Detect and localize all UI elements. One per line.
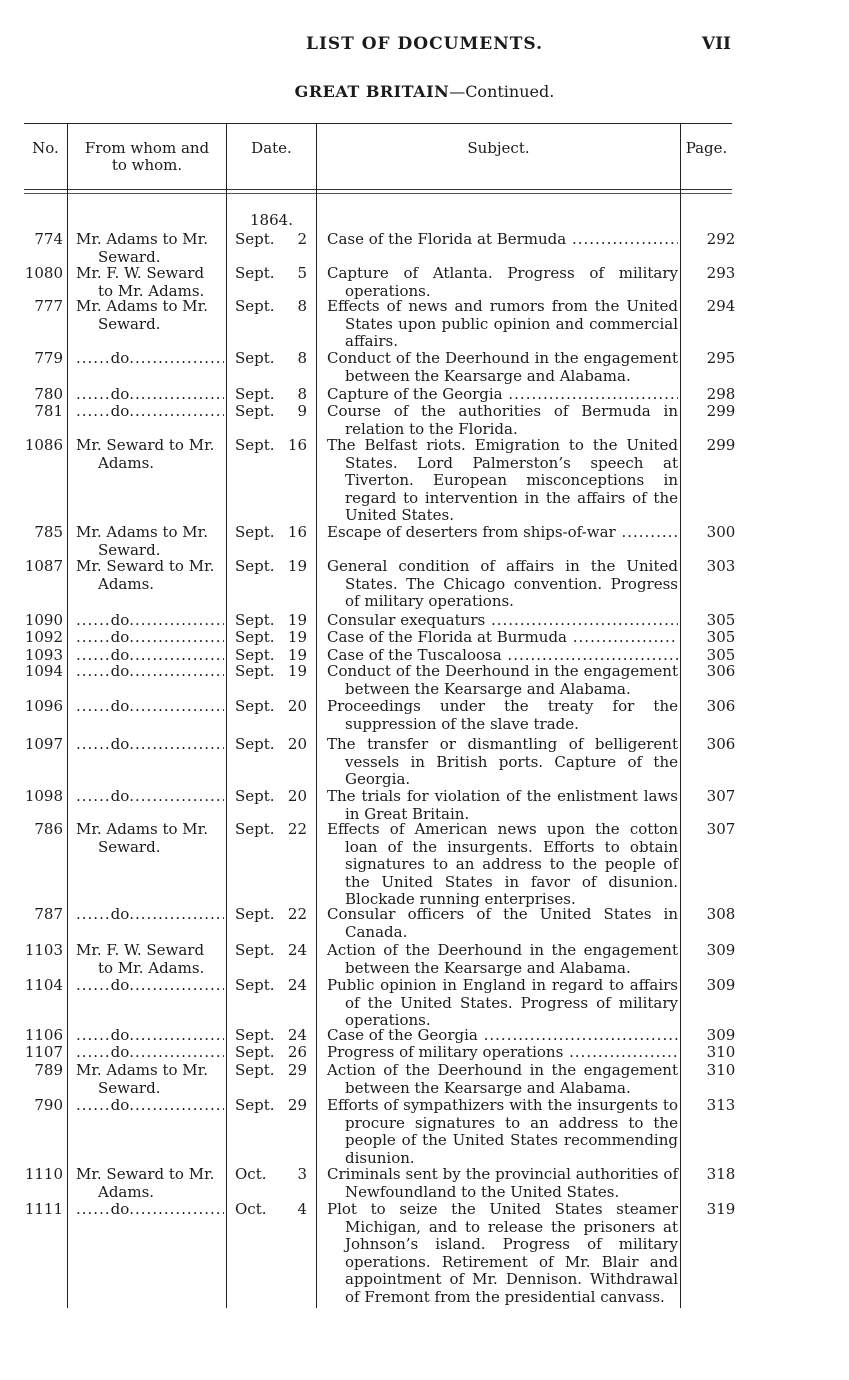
- page-number: VII: [701, 34, 731, 54]
- date-day: 29: [287, 1096, 307, 1114]
- from-whom: [76, 1044, 226, 1062]
- page-ref: 306: [706, 697, 736, 715]
- date-month: Sept.: [235, 905, 275, 923]
- date-day: 19: [287, 646, 307, 664]
- section-country: GREAT BRITAIN: [294, 82, 450, 101]
- ditto-mark: ...... do .....: [76, 1097, 224, 1115]
- page-ref: 306: [706, 662, 736, 680]
- date-month: Sept.: [235, 436, 275, 454]
- date-day: 24: [287, 976, 307, 994]
- subject: Criminals sent by the provincial authorities of Newfoundland to the United States.: [327, 1165, 678, 1201]
- from-whom: [76, 942, 226, 977]
- doc-number: 1086: [24, 436, 63, 454]
- doc-number: 1107: [24, 1043, 63, 1061]
- ditto-mark: ...... do .....: [76, 698, 224, 716]
- doc-number: 1097: [24, 735, 63, 753]
- date-month: Oct.: [235, 1200, 267, 1218]
- from-line: Mr. Seward to Mr.: [76, 1165, 215, 1183]
- subject: Effects of news and rumors from the United States upon public opinion and commercial affairs.: [327, 297, 678, 350]
- from-whom: [76, 1166, 226, 1201]
- doc-number: 785: [34, 523, 63, 541]
- date-day: 9: [297, 402, 307, 420]
- page-ref: 303: [706, 557, 736, 575]
- date-month: Sept.: [235, 646, 275, 664]
- column-header-from-line1: From whom and: [84, 139, 210, 157]
- page-ref: 309: [706, 941, 736, 959]
- to-line: Seward.: [98, 540, 161, 559]
- date-month: Sept.: [235, 264, 275, 282]
- doc-number: 1104: [24, 976, 63, 994]
- date-month: Sept.: [235, 1026, 275, 1044]
- subject: Action of the Deerhound in the engagement between the Kearsarge and Alabama.: [327, 941, 678, 977]
- page-ref: 300: [706, 523, 736, 541]
- date-month: Sept.: [235, 230, 275, 248]
- doc-number: 789: [34, 1061, 63, 1079]
- page-ref: 299: [706, 436, 736, 454]
- ditto-mark: ...... do .....: [76, 977, 224, 995]
- subject: Course of the authorities of Bermuda in relation to the Florida.: [327, 402, 678, 438]
- ditto-mark: ...... do .....: [76, 1044, 224, 1062]
- date-day: 20: [287, 735, 307, 753]
- date-day: 8: [297, 385, 307, 403]
- subject: Case of the Tuscaloosa .....: [327, 647, 678, 665]
- from-whom: [76, 647, 226, 665]
- column-header-from-line2: to whom.: [111, 156, 183, 174]
- column-header-date: Date.: [251, 139, 292, 157]
- subject: The trials for violation of the enlistment laws in Great Britain.: [327, 787, 678, 823]
- from-whom: [76, 231, 226, 266]
- from-whom: [76, 265, 226, 300]
- column-header-no: No.: [32, 139, 59, 157]
- from-line: Mr. F. W. Seward: [76, 264, 205, 282]
- doc-number: 786: [34, 820, 63, 838]
- ditto-mark: ...... do .....: [76, 663, 224, 681]
- from-whom: [76, 629, 226, 647]
- doc-number: 1111: [24, 1200, 63, 1218]
- date-day: 22: [287, 905, 307, 923]
- to-line: Adams.: [98, 1182, 155, 1201]
- page-ref: 292: [706, 230, 736, 248]
- subject: Proceedings under the treaty for the suppression of the slave trade.: [327, 697, 678, 733]
- date-day: 2: [297, 230, 307, 248]
- from-whom: [76, 386, 226, 404]
- date-day: 3: [297, 1165, 307, 1183]
- doc-number: 1080: [24, 264, 63, 282]
- subject: Case of the Georgia .....: [327, 1027, 678, 1045]
- from-line: Mr. Seward to Mr.: [76, 436, 215, 454]
- ditto-mark: ...... do .....: [76, 386, 224, 404]
- subject: Conduct of the Deerhound in the engagement between the Kearsarge and Alabama.: [327, 662, 678, 698]
- ditto-mark: ...... do .....: [76, 906, 224, 924]
- doc-number: 779: [34, 349, 63, 367]
- subject: General condition of affairs in the United States. The Chicago convention. Progress of military operations.: [327, 557, 678, 610]
- from-whom: [76, 558, 226, 593]
- doc-number: 1092: [24, 628, 63, 646]
- doc-number: 1093: [24, 646, 63, 664]
- ditto-mark: ...... do .....: [76, 629, 224, 647]
- doc-number: 777: [34, 297, 63, 315]
- doc-number: 1110: [24, 1165, 63, 1183]
- date-month: Sept.: [235, 662, 275, 680]
- subject: Conduct of the Deerhound in the engagement between the Kearsarge and Alabama.: [327, 349, 678, 385]
- to-line: Seward.: [98, 247, 161, 266]
- page-ref: 298: [706, 385, 736, 403]
- year-heading: 1864.: [250, 211, 293, 229]
- date-day: 26: [287, 1043, 307, 1061]
- from-line: Mr. Adams to Mr.: [76, 1061, 208, 1079]
- date-month: Sept.: [235, 557, 275, 575]
- subject: Efforts of sympathizers with the insurgents to procure signatures to an address to the people of the United States recommending disunion.: [327, 1096, 678, 1167]
- from-whom: [76, 437, 226, 472]
- subject: Consular officers of the United States in Canada.: [327, 905, 678, 941]
- date-month: Sept.: [235, 1096, 275, 1114]
- date-day: 22: [287, 820, 307, 838]
- to-line: Adams.: [98, 574, 155, 593]
- date-day: 8: [297, 349, 307, 367]
- from-line: Mr. Adams to Mr.: [76, 523, 208, 541]
- doc-number: 1106: [24, 1026, 63, 1044]
- page-ref: 310: [706, 1061, 736, 1079]
- page-ref: 305: [706, 646, 736, 664]
- column-header-page: Page.: [685, 139, 728, 157]
- subject: Case of the Florida at Burmuda .....: [327, 629, 678, 647]
- from-line: Mr. F. W. Seward: [76, 941, 205, 959]
- subject: Effects of American news upon the cotton loan of the insurgents. Efforts to obtain signatures to an address to the people of the United States in favor of disunion. Blockade running enterprises.: [327, 820, 678, 908]
- date-day: 5: [297, 264, 307, 282]
- from-line: Mr. Seward to Mr.: [76, 557, 215, 575]
- subject: Public opinion in England in regard to affairs of the United States. Progress of military operations.: [327, 976, 678, 1029]
- page-ref: 309: [706, 1026, 736, 1044]
- doc-number: 787: [34, 905, 63, 923]
- page-ref: 318: [706, 1165, 736, 1183]
- from-whom: [76, 524, 226, 559]
- date-month: Sept.: [235, 402, 275, 420]
- to-line: Seward.: [98, 314, 161, 333]
- to-line: Seward.: [98, 1078, 161, 1097]
- page-ref: 293: [706, 264, 736, 282]
- subject: Case of the Florida at Bermuda .....: [327, 231, 678, 249]
- doc-number: 1094: [24, 662, 63, 680]
- date-month: Sept.: [235, 1061, 275, 1079]
- ditto-mark: ...... do .....: [76, 350, 224, 368]
- date-month: Sept.: [235, 349, 275, 367]
- date-month: Sept.: [235, 1043, 275, 1061]
- subject: Plot to seize the United States steamer Michigan, and to release the prisoners at Johnson’s island. Progress of military operations. Retirement of Mr. Blair and appointment of Mr. Dennison. Withdrawal of Fremont from the presidential canvass.: [327, 1200, 678, 1306]
- page-ref: 294: [706, 297, 736, 315]
- subject: Escape of deserters from ships-of-war .....: [327, 524, 678, 542]
- date-month: Sept.: [235, 611, 275, 629]
- date-day: 4: [297, 1200, 307, 1218]
- doc-number: 790: [34, 1096, 63, 1114]
- from-line: Mr. Adams to Mr.: [76, 230, 208, 248]
- doc-number: 1098: [24, 787, 63, 805]
- to-line: to Mr. Adams.: [98, 281, 205, 300]
- ditto-mark: ...... do .....: [76, 403, 224, 421]
- date-day: 19: [287, 557, 307, 575]
- date-month: Sept.: [235, 976, 275, 994]
- from-whom: [76, 1097, 226, 1115]
- page-ref: 307: [706, 787, 736, 805]
- from-whom: [76, 821, 226, 856]
- from-whom: [76, 350, 226, 368]
- subject: Capture of the Georgia .....: [327, 386, 678, 404]
- date-month: Sept.: [235, 297, 275, 315]
- subject: Capture of Atlanta. Progress of military operations.: [327, 264, 678, 300]
- from-whom: [76, 403, 226, 421]
- doc-number: 1096: [24, 697, 63, 715]
- page-ref: 319: [706, 1200, 736, 1218]
- date-day: 20: [287, 697, 307, 715]
- ditto-mark: ...... do .....: [76, 788, 224, 806]
- page-ref: 306: [706, 735, 736, 753]
- subject: Progress of military operations .....: [327, 1044, 678, 1062]
- page-title: LIST OF DOCUMENTS.: [305, 34, 543, 54]
- subject: Consular exequaturs .....: [327, 612, 678, 630]
- subject: The transfer or dismantling of belligerent vessels in British ports. Capture of the Georgia.: [327, 735, 678, 788]
- to-line: Adams.: [98, 453, 155, 472]
- ditto-mark: ...... do .....: [76, 612, 224, 630]
- ditto-mark: ...... do .....: [76, 1201, 224, 1219]
- from-line: Mr. Adams to Mr.: [76, 820, 208, 838]
- to-line: to Mr. Adams.: [98, 958, 205, 977]
- from-whom: [76, 1027, 226, 1045]
- date-month: Sept.: [235, 820, 275, 838]
- from-whom: [76, 736, 226, 754]
- doc-number: 781: [34, 402, 63, 420]
- doc-number: 1090: [24, 611, 63, 629]
- page-ref: 313: [706, 1096, 736, 1114]
- ditto-mark: ...... do .....: [76, 736, 224, 754]
- date-day: 8: [297, 297, 307, 315]
- doc-number: 780: [34, 385, 63, 403]
- doc-number: 774: [34, 230, 63, 248]
- date-day: 20: [287, 787, 307, 805]
- date-day: 24: [287, 941, 307, 959]
- date-day: 16: [287, 523, 307, 541]
- page-ref: 309: [706, 976, 736, 994]
- date-month: Sept.: [235, 941, 275, 959]
- date-day: 19: [287, 628, 307, 646]
- date-month: Oct.: [235, 1165, 267, 1183]
- page-ref: 305: [706, 628, 736, 646]
- date-month: Sept.: [235, 628, 275, 646]
- from-whom: [76, 906, 226, 924]
- doc-number: 1087: [24, 557, 63, 575]
- date-day: 29: [287, 1061, 307, 1079]
- doc-number: 1103: [24, 941, 63, 959]
- subject: Action of the Deerhound in the engagement between the Kearsarge and Alabama.: [327, 1061, 678, 1097]
- from-whom: [76, 1201, 226, 1219]
- page-ref: 299: [706, 402, 736, 420]
- section-continued: —Continued.: [449, 82, 555, 101]
- ditto-mark: ...... do .....: [76, 1027, 224, 1045]
- from-whom: [76, 977, 226, 995]
- from-whom: [76, 788, 226, 806]
- ditto-mark: ...... do .....: [76, 647, 224, 665]
- to-line: Seward.: [98, 837, 161, 856]
- date-day: 16: [287, 436, 307, 454]
- from-whom: [76, 1062, 226, 1097]
- date-month: Sept.: [235, 697, 275, 715]
- page-ref: 308: [706, 905, 736, 923]
- from-line: Mr. Adams to Mr.: [76, 297, 208, 315]
- date-month: Sept.: [235, 385, 275, 403]
- page-ref: 310: [706, 1043, 736, 1061]
- page-ref: 307: [706, 820, 736, 838]
- subject: The Belfast riots. Emigration to the United States. Lord Palmerston’s speech at Tiverton. European misconceptions in regard to intervention in the affairs of the United States.: [327, 436, 678, 524]
- page-ref: 305: [706, 611, 736, 629]
- from-whom: [76, 612, 226, 630]
- date-day: 19: [287, 611, 307, 629]
- date-month: Sept.: [235, 787, 275, 805]
- from-whom: [76, 298, 226, 333]
- page-ref: 295: [706, 349, 736, 367]
- date-month: Sept.: [235, 523, 275, 541]
- from-whom: [76, 698, 226, 716]
- date-day: 19: [287, 662, 307, 680]
- from-whom: [76, 663, 226, 681]
- date-month: Sept.: [235, 735, 275, 753]
- column-header-subject: Subject.: [467, 139, 530, 157]
- date-day: 24: [287, 1026, 307, 1044]
